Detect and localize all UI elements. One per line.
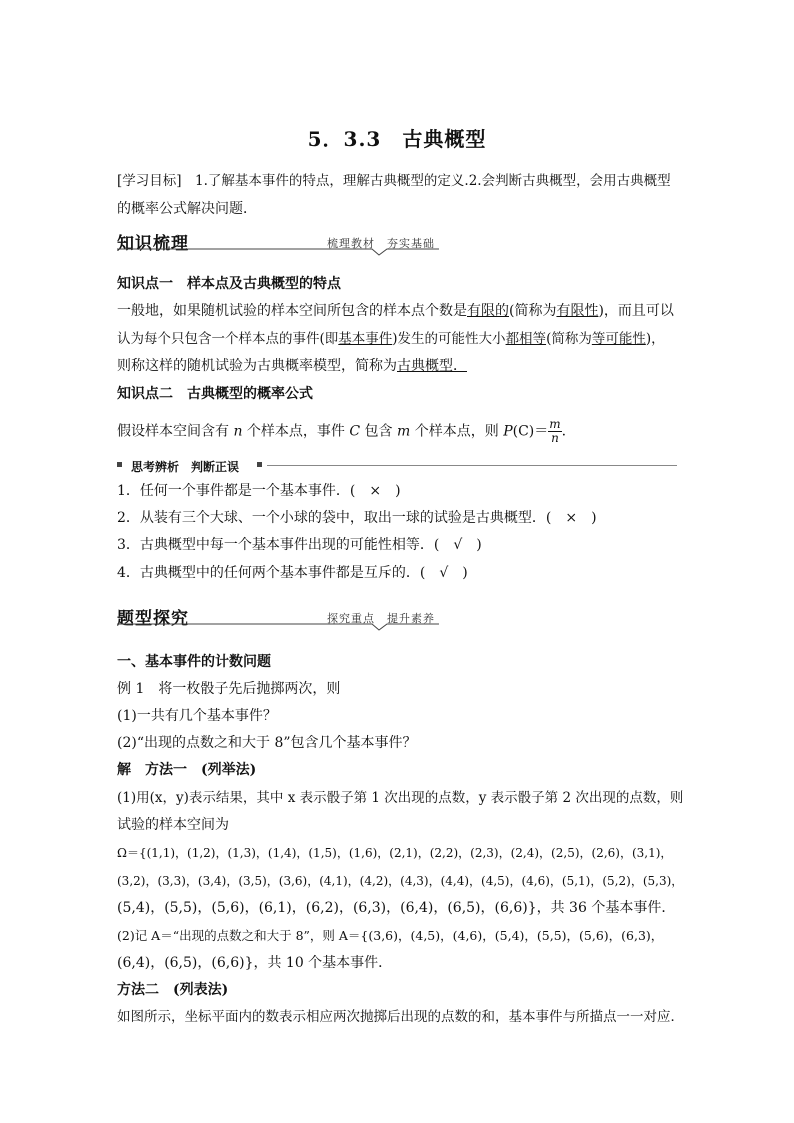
section-explore-header: [117, 604, 439, 634]
solution-line-6: (2)记 A＝“出现的点数之和大于 8”，则 A＝{(3,6)，(4,5)，(4,6)，(5,4)，(5,5)，(5,6)，(6,3)，: [117, 928, 664, 943]
solution-line-1: (1)用(x，y)表示结果，其中 x 表示骰子第 1 次出现的点数，y 表示骰子第 2 次出现的点数，则: [117, 790, 684, 806]
topic-heading: 一、基本事件的计数问题: [117, 654, 271, 670]
kp1-line-2: 认为每个只包含一个样本点的事件(即基本事件)发生的可能性大小都相等(简称为等可能性)，: [117, 331, 665, 347]
solution-method-1: 解 方法一 (列举法): [117, 762, 257, 778]
section-knowledge-label: 知识梳理: [117, 234, 189, 254]
section-underline-ornament: [117, 247, 439, 257]
kp1-line-3: 则称这样的随机试验为古典概率模型，简称为古典概型．: [117, 358, 467, 374]
example-question-1: (1)一共有几个基本事件？: [117, 708, 277, 724]
example-question-2: (2)“出现的点数之和大于 8”包含几个基本事件？: [117, 735, 417, 751]
solution-method-2: 方法二 (列表法): [117, 982, 229, 998]
think-discern-header: [117, 458, 677, 472]
objective-line-2: 的概率公式解决问题．: [117, 201, 257, 217]
solution-method-2-text: 如图所示，坐标平面内的数表示相应两次抛掷后出现的点数的和，基本事件与所描点一一对应．: [117, 1009, 684, 1025]
page-title: 5．3.3 古典概型: [307, 127, 487, 151]
square-bullet-icon: [117, 462, 122, 467]
think-item-3: 3．古典概型中每一个基本事件出现的可能性相等．( √ ): [117, 537, 482, 553]
kp2-heading: 知识点二 古典概型的概率公式: [117, 386, 313, 402]
section-underline-ornament: [117, 622, 439, 632]
solution-line-3: Ω＝{(1,1)，(1,2)，(1,3)，(1,4)，(1,5)，(1,6)，(2,1)，(2,2)，(2,3)，(2,4)，(2,5)，(2,6)，(3,1)，: [117, 846, 673, 860]
objective-line-1: [学习目标] 1.了解基本事件的特点，理解古典概型的定义.2.会判断古典概型，会用古典概型: [117, 173, 671, 189]
section-knowledge-header: [117, 229, 439, 259]
solution-line-5: (5,4)，(5,5)，(5,6)，(6,1)，(6,2)，(6,3)，(6,4)，(6,5)，(6,6)}，共 36 个基本事件．: [117, 900, 676, 916]
kp2-formula: 假设样本空间含有 n 个样本点，事件 C 包含 m 个样本点，则 P(C)＝ $\frac{m}{n}$ .: [117, 417, 567, 445]
square-bullet-icon: [257, 462, 262, 467]
solution-line-4: (3,2)，(3,3)，(3,4)，(3,5)，(3,6)，(4,1)，(4,2)，(4,3)，(4,4)，(4,5)，(4,6)，(5,1)，(5,2)，(5,3)，: [117, 874, 684, 888]
example-heading: 例 1 将一枚骰子先后抛掷两次，则: [117, 681, 341, 697]
probability-fraction: $\frac{m}{n}$: [549, 417, 561, 445]
think-item-1: 1．任何一个事件都是一个基本事件．( × ): [117, 483, 401, 499]
solution-line-7: (6,4)，(6,5)，(6,6)}，共 10 个基本事件．: [117, 955, 393, 971]
kp1-heading: 知识点一 样本点及古典概型的特点: [117, 276, 341, 292]
section-knowledge-tag: 梳理教材 夯实基础: [327, 237, 435, 250]
section-explore-label: 题型探究: [117, 609, 189, 629]
think-discern-label: 思考辨析 判断正误: [127, 458, 243, 475]
kp1-line-1: 一般地，如果随机试验的样本空间所包含的样本点个数是有限的(简称为有限性)，而且可以: [117, 303, 674, 319]
think-divider: [267, 465, 677, 466]
solution-line-2: 试验的样本空间为: [117, 817, 229, 833]
think-item-4: 4．古典概型中的任何两个基本事件都是互斥的．( √ ): [117, 565, 468, 581]
think-item-2: 2．从装有三个大球、一个小球的袋中，取出一球的试验是古典概型．( × ): [117, 510, 597, 526]
section-explore-tag: 探究重点 提升素养: [327, 612, 435, 625]
